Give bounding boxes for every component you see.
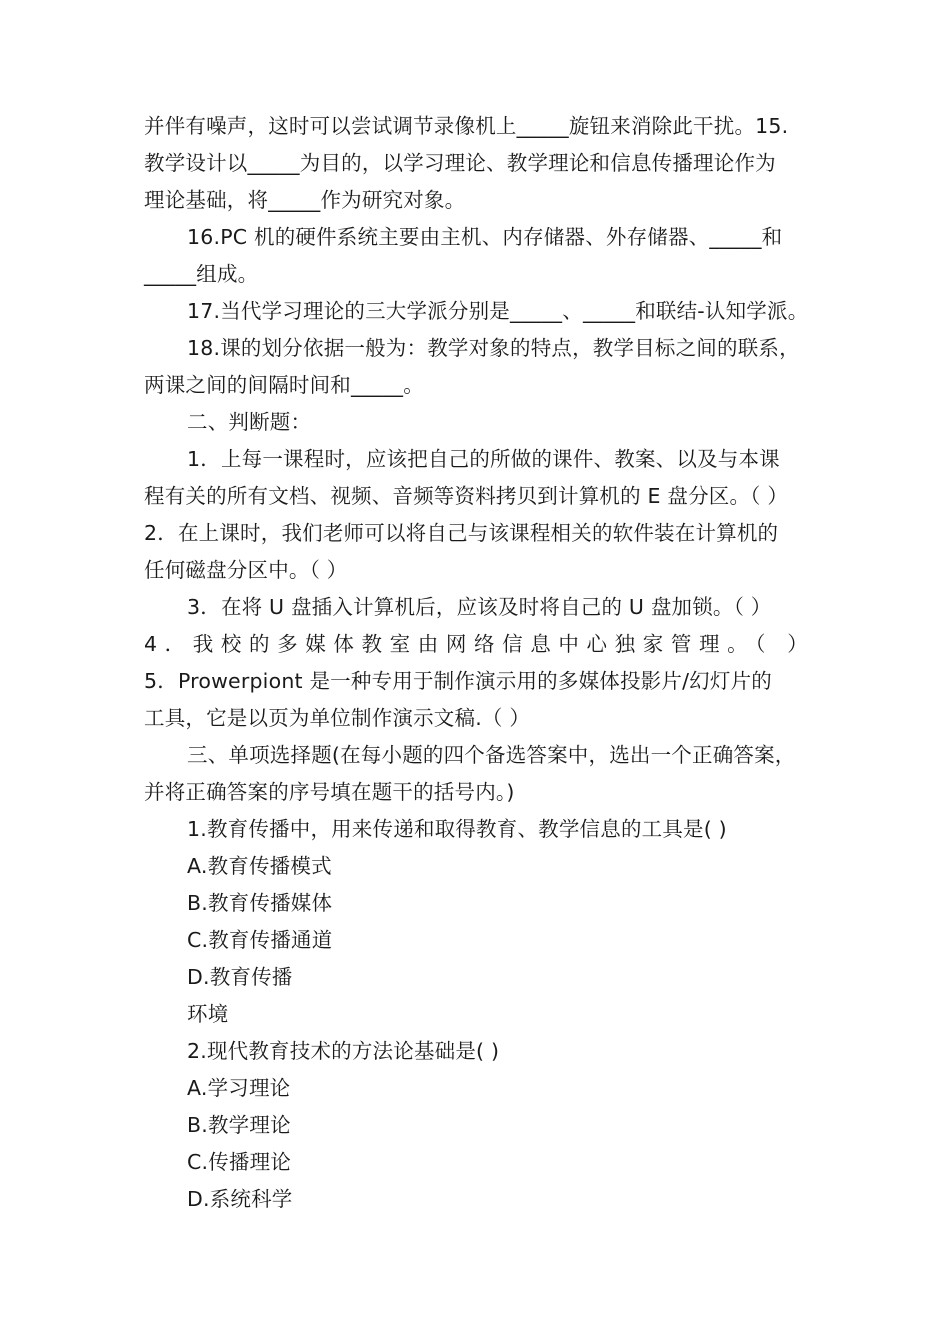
- question-line: 1.教育传播中，用来传递和取得教育、教学信息的工具是( ): [187, 817, 727, 841]
- text-line: 并伴有噪声，这时可以尝试调节录像机上_____旋钮来消除此干扰。15.: [144, 114, 789, 138]
- text-line: 2．在上课时，我们老师可以将自己与该课程相关的软件装在计算机的: [144, 521, 779, 545]
- text-line: 教学设计以_____为目的，以学习理论、教学理论和信息传播理论作为: [144, 151, 776, 175]
- option-line: 环境: [187, 1002, 229, 1026]
- text-line: 工具，它是以页为单位制作演示文稿.（ ）: [144, 706, 531, 730]
- option-line: A.教育传播模式: [187, 854, 332, 878]
- text-line: 1．上每一课程时，应该把自己的所做的课件、教案、以及与本课: [187, 447, 780, 471]
- option-line: C.教育传播通道: [187, 928, 333, 952]
- option-line: C.传播理论: [187, 1150, 292, 1174]
- question-line: 2.现代教育技术的方法论基础是( ): [187, 1039, 500, 1063]
- text-line: _____组成。: [144, 262, 259, 286]
- text-line: 5．Prowerpiont 是一种专用于制作演示用的多媒体投影片/幻灯片的: [144, 669, 772, 693]
- text-line: 17.当代学习理论的三大学派分别是_____、_____和联结-认知学派。: [187, 299, 809, 323]
- option-line: D.教育传播: [187, 965, 293, 989]
- text-line: 并将正确答案的序号填在题干的括号内。): [144, 780, 515, 804]
- text-line: 程有关的所有文档、视频、音频等资料拷贝到计算机的 E 盘分区。（ ）: [144, 484, 789, 508]
- option-line: B.教育传播媒体: [187, 891, 333, 915]
- text-line: 3．在将 U 盘插入计算机后，应该及时将自己的 U 盘加锁。（ ）: [187, 595, 772, 619]
- text-line: 4．我校的多媒体教室由网络信息中心独家管理。（ ）: [144, 632, 808, 656]
- option-line: A.学习理论: [187, 1076, 291, 1100]
- section-heading: 三、单项选择题(在每小题的四个备选答案中，选出一个正确答案，: [187, 743, 796, 767]
- section-heading: 二、判断题：: [187, 410, 312, 434]
- text-line: 任何磁盘分区中。（ ）: [144, 558, 348, 582]
- text-line: 16.PC 机的硬件系统主要由主机、内存储器、外存储器、_____和: [187, 225, 783, 249]
- option-line: D.系统科学: [187, 1187, 293, 1211]
- text-line: 两课之间的间隔时间和_____。: [144, 373, 424, 397]
- text-line: 理论基础，将_____作为研究对象。: [144, 188, 466, 212]
- text-line: 18.课的划分依据一般为：教学对象的特点，教学目标之间的联系，: [187, 336, 800, 360]
- option-line: B.教学理论: [187, 1113, 291, 1137]
